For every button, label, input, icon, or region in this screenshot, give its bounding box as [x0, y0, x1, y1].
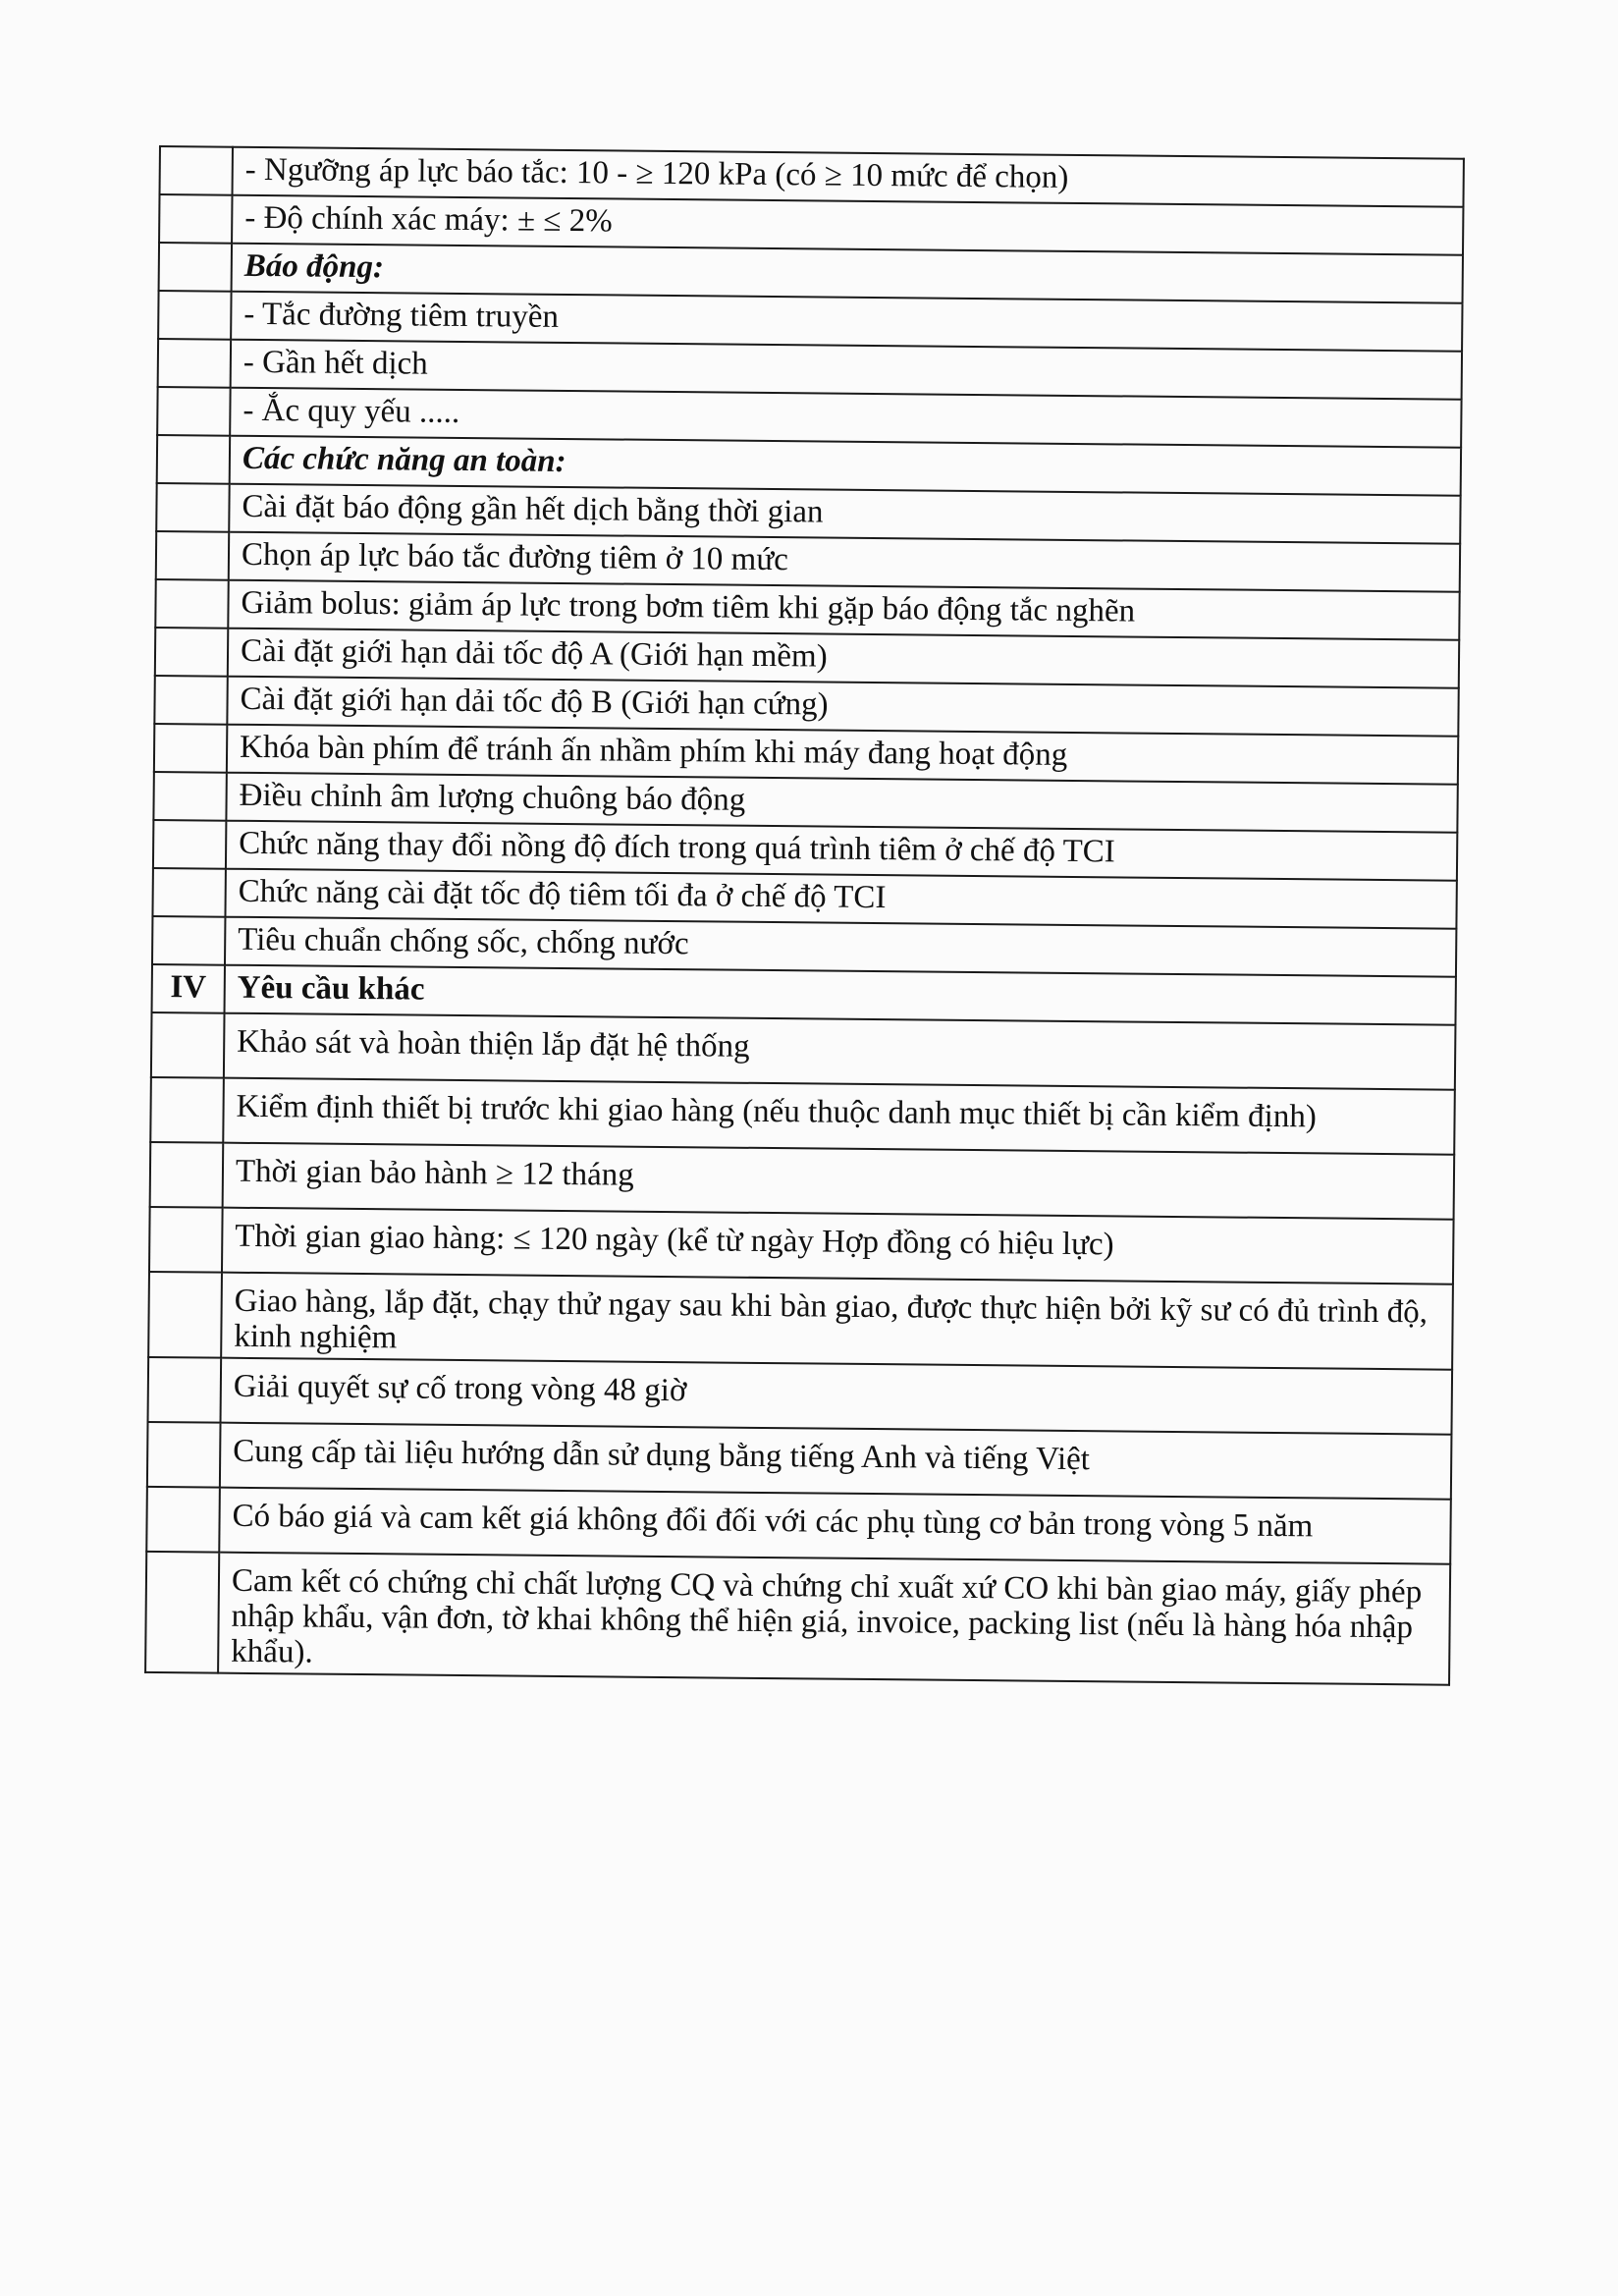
section-subheading: Các chức năng an toàn: [230, 436, 1461, 496]
row-number-cell [156, 483, 229, 532]
spec-cell: - Độ chính xác máy: ± ≤ 2% [232, 195, 1463, 255]
spec-cell: - Ngưỡng áp lực báo tắc: 10 - ≥ 120 kPa (có ≥ 10 mức để chọn) [233, 147, 1464, 207]
row-number-cell [150, 1142, 224, 1208]
row-number-cell [147, 1422, 221, 1488]
requirement-cell: Thời gian giao hàng: ≤ 120 ngày (kể từ ngày Hợp đồng có hiệu lực) [222, 1208, 1454, 1285]
row-number-cell [151, 1012, 225, 1078]
spec-cell: Cài đặt giới hạn dải tốc độ B (Giới hạn cứng) [227, 677, 1458, 737]
requirement-cell: Khảo sát và hoàn thiện lắp đặt hệ thống [224, 1013, 1456, 1090]
row-number-cell [158, 339, 231, 388]
row-number-cell [155, 579, 228, 629]
spec-cell: - Ắc quy yếu ..... [230, 388, 1461, 448]
row-number-cell [155, 628, 228, 677]
section-number: IV [152, 964, 225, 1013]
row-number-cell [153, 772, 226, 821]
row-number-cell [145, 1552, 219, 1673]
row-number-cell [152, 868, 225, 917]
row-number-cell [154, 676, 227, 725]
section-title: Yêu cầu khác [225, 965, 1456, 1025]
table-row [148, 1272, 1453, 1370]
section-subheading: Báo động: [232, 244, 1463, 303]
requirement-cell: Kiểm định thiết bị trước khi giao hàng (nếu thuộc danh mục thiết bị cần kiểm định) [223, 1078, 1455, 1155]
row-number-cell [153, 820, 226, 869]
requirement-cell: Thời gian bảo hành ≥ 12 tháng [223, 1143, 1455, 1220]
spec-cell: Điều chỉnh âm lượng chuông báo động [226, 773, 1457, 833]
row-number-cell [157, 387, 230, 436]
spec-cell: Tiêu chuẩn chống sốc, chống nước [225, 917, 1456, 977]
spec-cell: Giảm bolus: giảm áp lực trong bơm tiêm khi gặp báo động tắc nghẽn [228, 580, 1459, 640]
row-number-cell [154, 724, 227, 773]
requirement-cell: Cung cấp tài liệu hướng dẫn sử dụng bằng tiếng Anh và tiếng Việt [220, 1423, 1452, 1500]
row-number-cell [148, 1272, 222, 1358]
requirement-cell: Giao hàng, lắp đặt, chạy thử ngay sau khi bàn giao, được thực hiện bởi kỹ sư có đủ trình độ, kinh nghiệm [221, 1273, 1453, 1370]
spec-cell: Chức năng thay đổi nồng độ đích trong quá trình tiêm ở chế độ TCI [226, 821, 1457, 881]
row-number-cell [156, 531, 229, 580]
row-number-cell [159, 194, 232, 244]
requirement-cell: Cam kết có chứng chỉ chất lượng CQ và chứng chỉ xuất xứ CO khi bàn giao máy, giấy phép nhập khẩu, vận đơn, tờ khai không thể hiện giá, invoice, packing list (nếu là hàng hóa nhập khẩu). [218, 1553, 1450, 1685]
spec-cell: Khóa bàn phím để tránh ấn nhầm phím khi máy đang hoạt động [227, 725, 1458, 785]
row-number-cell [150, 1077, 224, 1143]
spec-cell: Chọn áp lực báo tắc đường tiêm ở 10 mức [229, 532, 1460, 592]
spec-cell: Cài đặt giới hạn dải tốc độ A (Giới hạn mềm) [228, 629, 1459, 688]
row-number-cell [152, 916, 225, 965]
row-number-cell [149, 1207, 223, 1273]
spec-cell: - Tắc đường tiêm truyền [231, 292, 1462, 352]
table-row [145, 1552, 1450, 1685]
row-number-cell [146, 1487, 220, 1553]
requirement-cell: Có báo giá và cam kết giá không đổi đối với các phụ tùng cơ bản trong vòng 5 năm [219, 1488, 1451, 1564]
row-number-cell [160, 146, 233, 195]
requirement-cell: Giải quyết sự cố trong vòng 48 giờ [221, 1358, 1453, 1435]
row-number-cell [148, 1357, 222, 1423]
spec-cell: - Gần hết dịch [231, 340, 1462, 400]
requirements-table [144, 145, 1465, 1686]
row-number-cell [157, 435, 230, 484]
spec-cell: Chức năng cài đặt tốc độ tiêm tối đa ở chế độ TCI [225, 869, 1456, 929]
row-number-cell [159, 243, 232, 292]
spec-cell: Cài đặt báo động gần hết dịch bằng thời gian [229, 484, 1460, 544]
row-number-cell [158, 291, 231, 340]
